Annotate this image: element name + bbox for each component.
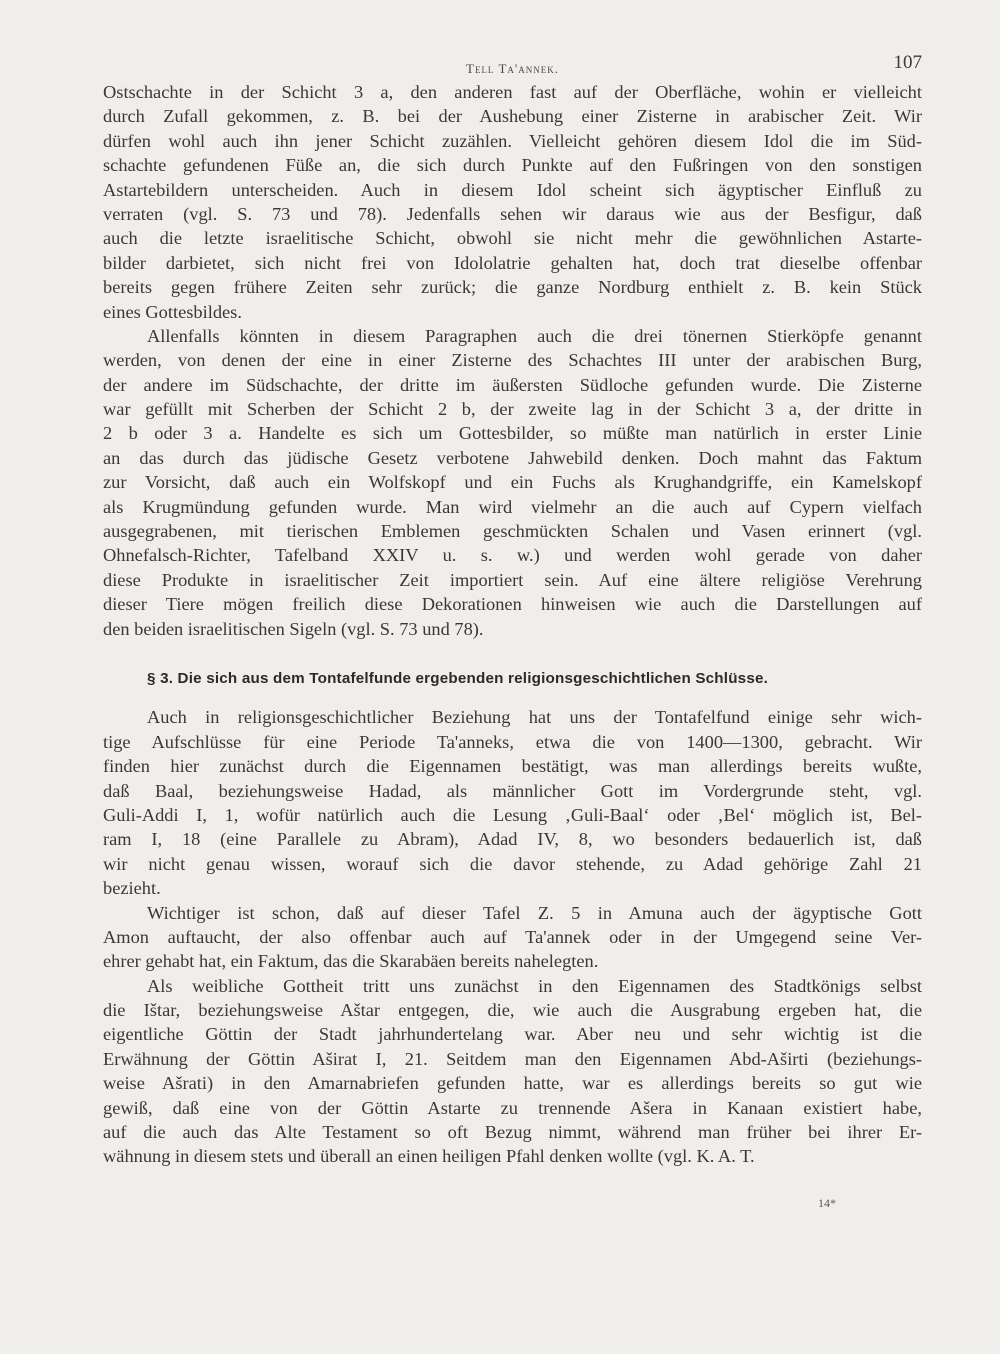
- text-line: ausgegrabenen, mit tierischen Emblemen geschmückten Schalen und Vasen erinnert (vgl.: [103, 521, 922, 542]
- text-line: weise Ašrati) in den Amarnabriefen gefunden hatte, war es allerdings bereits so gut wie: [103, 1073, 922, 1094]
- text-line: wähnung in diesem stets und überall an einen heiligen Pfahl denken wollte (vgl. K. A. T.: [103, 1146, 755, 1167]
- text-line: der andere im Südschachte, der dritte im äußersten Südloche gefunden wurde. Die Zisterne: [103, 374, 922, 395]
- text-line: Astartebildern unterscheiden. Auch in diesem Idol scheint sich ägyptischer Einfluß zu: [103, 179, 922, 200]
- text-line: ehrer gehabt hat, ein Faktum, das die Skarabäen bereits nahelegten.: [103, 951, 599, 972]
- text-line: Auch in religionsgeschichtlicher Beziehung hat uns der Tontafelfund einige sehr wich-: [147, 707, 922, 728]
- text-line: durch Zufall gekommen, z. B. bei der Aushebung einer Zisterne in arabischer Zeit. Wir: [103, 106, 922, 127]
- text-line: werden, von denen der eine in einer Zisterne des Schachtes III unter der arabischen Burg,: [103, 350, 922, 371]
- paragraph: [103, 901, 922, 974]
- text-line: als Krugmündung gefunden wurde. Man wird vielmehr an die auch auf Cypern vielfach: [103, 496, 922, 517]
- paragraphs-before-heading: [103, 80, 922, 641]
- text-line: diese Produkte in israelitischer Zeit importiert sein. Auf eine ältere religiöse Verehrung: [103, 569, 922, 590]
- text-line: ram I, 18 (eine Parallele zu Abram), Adad IV, 8, wo besonders bedauerlich ist, daß: [103, 829, 922, 850]
- text-line: den beiden israelitischen Sigeln (vgl. S. 73 und 78).: [103, 618, 484, 639]
- text-line: die Ištar, beziehungsweise Aštar entgegen, die, wie auch die Ausgrabung ergeben hat, die: [103, 1000, 922, 1021]
- text-line: war gefüllt mit Scherben der Schicht 2 b, der zweite lag in der Schicht 3 a, der dritte in: [103, 399, 922, 420]
- text-line: an das durch das jüdische Gesetz verbotene Jahwebild denken. Doch mahnt das Faktum: [103, 447, 922, 468]
- paragraph: [103, 80, 922, 324]
- text-line: bereits gegen frühere Zeiten sehr zurück; die ganze Nordburg enthielt z. B. kein Stück: [103, 277, 922, 298]
- text-line: Guli-Addi I, 1, wofür natürlich auch die Lesung ‚Guli-Baal‘ oder ‚Bel‘ möglich ist, Bel-: [103, 804, 922, 825]
- text-line: eines Gottesbildes.: [103, 301, 242, 322]
- text-line: verraten (vgl. S. 73 und 78). Jedenfalls sehen wir daraus wie aus der Besfigur, daß: [103, 203, 922, 224]
- text-line: Ohnefalsch-Richter, Tafelband XXIV u. s. w.) und werden wohl gerade von daher: [103, 545, 922, 566]
- text-line: auf die auch das Alte Testament so oft Bezug nimmt, während man früher bei ihrer Er-: [103, 1122, 922, 1143]
- text-line: bezieht.: [103, 878, 161, 899]
- text-line: zur Vorsicht, daß auch ein Wolfskopf und ein Fuchs als Krughandgriffe, ein Kamelskopf: [103, 472, 922, 493]
- paragraph: [103, 705, 922, 900]
- paragraphs-after-heading: [103, 705, 922, 1168]
- body-text: [103, 80, 922, 1169]
- text-line: finden hier zunächst durch die Eigennamen bestätigt, was man allerdings bereits wußte,: [103, 756, 922, 777]
- paragraph: [103, 324, 922, 641]
- text-line: auch die letzte israelitische Schicht, obwohl sie nicht mehr die gewöhnlichen Astarte-: [103, 228, 922, 249]
- text-line: eigentliche Göttin der Stadt jahrhundertelang war. Aber neu und sehr wichtig ist die: [103, 1024, 922, 1045]
- text-line: Als weibliche Gottheit tritt uns zunächst in den Eigennamen des Stadtkönigs selbst: [147, 975, 922, 996]
- text-line: tige Aufschlüsse für eine Periode Ta'anneks, etwa die von 1400—1300, gebracht. Wir: [103, 731, 922, 752]
- text-line: Amon auftaucht, der also offenbar auch auf Ta'annek oder in der Umgegend seine Ver-: [103, 926, 922, 947]
- text-line: Ostschachte in der Schicht 3 a, den anderen fast auf der Oberfläche, wohin er vielleicht: [103, 82, 922, 102]
- running-head: [103, 0, 922, 80]
- paragraph: [103, 974, 922, 1169]
- section-heading: § 3. Die sich aus dem Tontafelfunde ergebenden religionsgeschichtlichen Schlüsse.: [147, 669, 769, 687]
- signature-mark: 14*: [818, 1196, 836, 1210]
- text-line: Allenfalls könnten in diesem Paragraphen auch die drei tönernen Stierköpfe genannt: [147, 325, 922, 346]
- text-line: Erwähnung der Göttin Aširat I, 21. Seitdem man den Eigennamen Abd-Aširti (beziehungs-: [103, 1048, 922, 1069]
- running-title: Tell Ta'annek.: [466, 61, 559, 76]
- text-line: gewiß, daß eine von der Göttin Astarte zu trennende Ašera in Kanaan existiert habe,: [103, 1097, 922, 1118]
- text-line: dürfen wohl auch ihn jener Schicht zuzählen. Vielleicht gehören diesem Idol die im Süd-: [103, 130, 922, 151]
- text-line: 2 b oder 3 a. Handelte es sich um Gottesbilder, so müßte man natürlich in erster Linie: [103, 423, 922, 444]
- text-line: wir nicht genau wissen, worauf sich die davor stehende, zu Adad gehörige Zahl 21: [103, 853, 922, 874]
- text-line: schachte gefundenen Füße an, die sich durch Punkte auf den Fußringen von den sonstigen: [103, 155, 922, 176]
- text-line: Wichtiger ist schon, daß auf dieser Tafel Z. 5 in Amuna auch der ägyptische Gott: [147, 902, 922, 923]
- text-line: dieser Tiere mögen freilich diese Dekorationen hinweisen wie auch die Darstellungen auf: [103, 594, 922, 615]
- text-line: daß Baal, beziehungsweise Hadad, als männlicher Gott im Vordergrunde steht, vgl.: [103, 780, 922, 801]
- page-number: 107: [893, 52, 922, 73]
- text-line: bilder darbietet, sich nicht frei von Idololatrie gehalten hat, doch trat dieselbe offenbar: [103, 252, 922, 273]
